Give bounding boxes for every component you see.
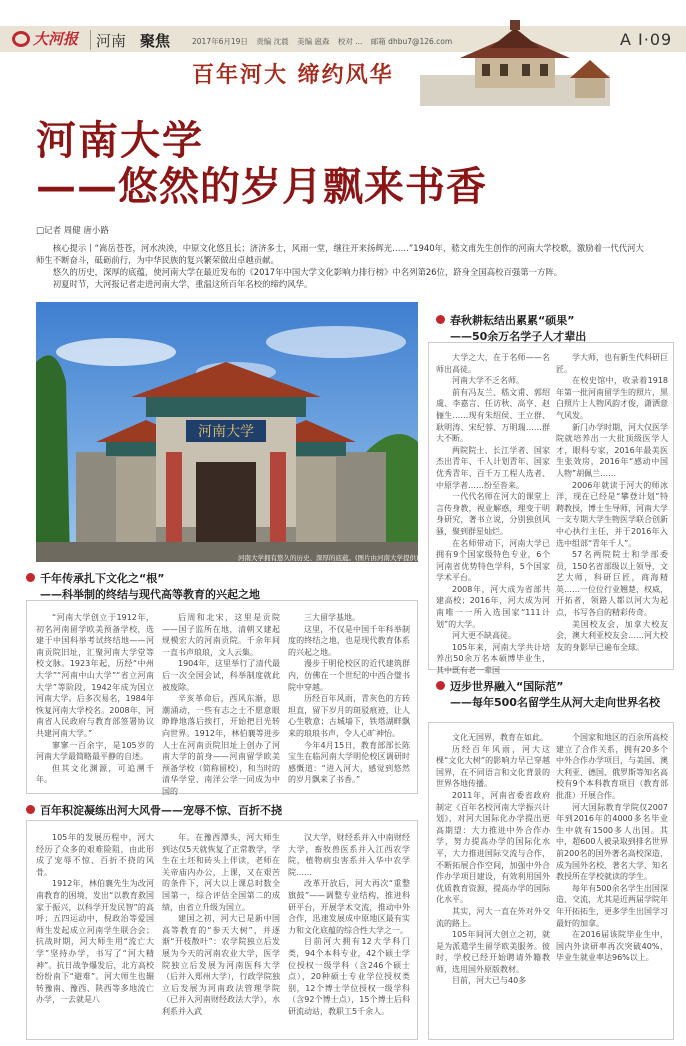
newspaper-logo <box>12 28 78 49</box>
section-label: 聚焦 <box>140 32 171 50</box>
section-4-column-1 <box>436 732 550 987</box>
paragraph: 在校史馆中，收录着1918年第一批河南留学生的照片，黑白照片上人物风韵才俊，潇洒意气风发。 <box>556 376 668 420</box>
section-4-column-2 <box>556 732 668 964</box>
section-1-subtitle: ——科举制的终结与现代高等教育的兴起之地 <box>40 588 260 601</box>
paragraph: 寥寥一百余字，是105岁的河南大学最简略最平静的自述。 <box>36 740 154 762</box>
section-4-title: 迈步世界融入“国际范” <box>450 680 564 693</box>
section-3-title: 春秋耕耘结出累累“硕果” <box>450 314 575 327</box>
date: 2017年6月19日 <box>192 37 248 46</box>
paragraph: 2008年，河大成为省部共建高校；2016年，河大成为河南唯一一所入选国家“111计划”的大学。 <box>436 584 550 629</box>
paragraph: 1904年，这里举行了清代最后一次全国会试，科举制度就此被废除。 <box>162 659 280 692</box>
section-3-heading <box>436 312 586 344</box>
bullet-dot-icon <box>436 681 445 690</box>
headline <box>36 118 487 210</box>
paragraph: 两院院士、长江学者、国家杰出青年、千人计划青年、国家优秀青年、百千万工程人选者、中原学者……纷至沓来。 <box>436 445 550 490</box>
bullet-dot-icon <box>26 573 35 582</box>
paragraph: 57名两院院士和学部委员，150名省部级以上领导，文艺大师，科研巨匠，商海精英……一位位行业翘楚，权威，开拓者，领路人都以河大为起点，书写各自的精彩传奇。 <box>556 550 668 618</box>
paragraph: 2006年就读于河大的师冰洋，现在已经是“攀登计划”特聘教授，博士生导师，河南大学一支专期大学生物医学联合创新中心执行主任，并于2016年入选中组部“青年千人”。 <box>556 480 668 548</box>
paragraph: 建国之初，河大已是新中国高等教育的“参天大树”，并逐渐“开枝散叶”：农学院独立后发展为今天的河南农业大学，医学院独立后发展为河南医科大学（后并入郑州大学），行政学院独立后发展为河南政法管理学院（已并入河南财经政法大学），水利系并入武 <box>162 914 280 1016</box>
section-4-heading <box>436 678 674 710</box>
designer: 美编 扈森 <box>297 37 330 46</box>
paragraph: 新门办学时期，河大仅医学院就培养出一大批顶级医学人才，眼科专家，2016年最美医生张效房，2016年“感动中国人物”胡佩兰…… <box>556 422 668 478</box>
section-4-subtitle: ——每年500名留学生从河大走向世界名校 <box>450 696 660 709</box>
section-name: 河南 <box>96 32 127 50</box>
paragraph: 汉大学，财经系并入中南财经大学，畜牧兽医系并入江西农学院，植物病虫害系并入华中农学院…… <box>288 833 410 877</box>
section-1-column-1 <box>36 612 154 786</box>
paragraph: 河大国际教育学院仅2007年到2016年的4000多名毕业生中就有1500多人出国。其中，超600人被录取到排名世界前200名的国外著名高校深造，成为国外名校、著名大学、知名教授所在学校就读的学生。 <box>556 802 668 882</box>
paragraph: 改革开放后，河大再次“重整旗鼓”——调整专业结构，推进科研平台，开展学术交流，推动中外合作，迅速发展成中原地区最有实力和文化底蕴的综合性大学之一。 <box>288 879 410 935</box>
proofreader: 校对 ... <box>337 37 363 46</box>
paragraph: “河南大学创立于1912年，初名河南留学欧美预备学校，选建于中国科举考试终结地——河南贡院旧址，汇聚河南大学堂等校文脉。1923年起，历经“中州大学”“河南中山大学”“省立河南大学”等阶段，1942年成为国立河南大学。后多次易名，1984年恢复河南大学校名。2008年，河南省人民政府与教育部签署协议共建河南大学。” <box>36 613 154 738</box>
section-2-title: 百年积淀凝练出河大风骨——宠辱不惊、百折不挠 <box>40 804 282 817</box>
paragraph: 文化无国界，教育在如此。 <box>452 733 548 742</box>
gate-plaque-text: 河南大学 <box>198 424 254 440</box>
paragraph: 一代代名师在河大的课堂上言传身教，视业解惑，理变于明身研究，著书立说，分别独创风骚，聚到群星灿烂。 <box>436 492 550 536</box>
logo-text: 大河报 <box>33 30 79 48</box>
section-2-column-2 <box>162 832 280 1018</box>
paragraph: 三大留学基地。 <box>304 613 360 622</box>
paragraph: 今年4月15日，教育部部长陈宝生在临河南大学明伦校区调研时感慨道：“进入河大，感觉到悠然的岁月飘来了书香。” <box>288 740 410 785</box>
section-2-column-3 <box>288 832 410 1018</box>
intro-paragraph: 核心提示丨“嵩岳苍苍，河水泱泱，中原文化悠且长；济济多士，风雨一堂，继往开来扬辉光……”1940年，嵇文甫先生创作的河南大学校歌，激励着一代代河大师生不断奋斗，砥砺前行，为中华民族的复兴繁荣做出卓越贡献。 <box>36 243 644 265</box>
paragraph: 1912年，林伯襄先生为改河南教育的困境，发出“以教育救国家于振兴，以科学开发民智”的高呼；五四运动中，倪政治等爱国师生发起成立河南学生联合会；抗战时期，河大师生用“流亡大学”坚持办学，书写了“河大精神”。抗日战争爆发后，北方高校纷纷南下“避难”。河大师生也辗转豫南、豫西、陕西等多地流亡办学，一去就是八 <box>36 879 154 1005</box>
paragraph: 前有冯友兰、嵇文甫、郭绍虞、李嘉言、任访秋、高亨、赵俪生……现有朱绍侯、王立群、耿明涛、宋纪蓉、万明瑞……群大不断。 <box>436 387 550 444</box>
paragraph: 在名师带动下，河南大学已拥有9个国家级特色专业，6个河南省优势特色学科，5个国家学术平台。 <box>436 538 550 583</box>
intro <box>36 242 650 290</box>
photo-caption: 河南大学拥有悠久的历史、深厚的底蕴。(图片由河南大学提供) <box>238 554 419 562</box>
divider <box>90 30 91 50</box>
bullet-dot-icon <box>26 805 35 814</box>
building-illustration-icon <box>420 20 610 106</box>
paragraph: 个国家和地区的百余所高校建立了合作关系，拥有20多个中外合作办学项目，与美国、澳大利亚、德国、俄罗斯等知名高校有9个本科教育项目（教育部批准）开展合作。 <box>556 733 668 800</box>
masthead <box>0 0 686 108</box>
section-3-column-2 <box>556 352 668 653</box>
paragraph: 漫步于明伦校区的近代建筑群内，仿佛在一个世纪的中西合璧书院中穿越。 <box>288 659 410 692</box>
section-1-column-2 <box>162 612 280 798</box>
paragraph: 河南大学不乏名师。 <box>452 376 524 386</box>
paragraph: 目前，河大已与40多 <box>452 976 527 986</box>
paragraph: 历经百年风雨，河大这棵“文化大树”的影响力早已穿越国界，在不同语言和文化背景的世界各地传播。 <box>436 744 550 789</box>
bullet-dot-icon <box>436 315 445 324</box>
paragraph: 历经百年风雨，青灰色的方砖坦直，留下岁月的斑驳痕迹，让人心生敬意；古城墙下，铁塔湖畔飘来的琅琅书声，令人心旷神怡。 <box>288 694 410 738</box>
intro-paragraph: 初夏时节，大河报记者走进河南大学，重温这所百年名校的缔约风华。 <box>52 279 313 289</box>
paragraph: 后周和北宋，这里是贡院——国子监所在地，清朝又建起规模宏大的河南贡院。千余年间一直书声琅琅，文人云集。 <box>162 613 280 657</box>
paragraph: 105年间河大创立之初，就是为派遣学生留学欧美服务。彼时，学校已经开始聘请外籍教师，选用国外原版教材。 <box>436 930 550 974</box>
paragraph: 105年来，河南大学共计培养出50余万名本硕博毕业生，其中既有老一辈国 <box>436 642 550 676</box>
paragraph: 大学之大，在于名师——名师出高徒。 <box>436 353 550 374</box>
editor: 责编 沈晨 <box>256 37 289 46</box>
logo-swirl-icon <box>12 31 30 47</box>
section-3-column-1 <box>436 352 550 677</box>
email: 邮箱 dhbu7@126.com <box>370 37 453 46</box>
paragraph: 年。在豫西潭头，河大师生到达仅5天就恢复了正常教学，学生在土坯和砖头上伴读，老师在关帝庙内办公，上课，又在艰苦的条件下，河大以上课总时数全国第一，综合评估全国第二的成绩，由省立升级为国立。 <box>162 833 280 912</box>
series-slogan: 百年河大 缔约风华 <box>192 62 394 88</box>
paragraph: 在2016届该院毕业生中，国内外读研率再次突破40%，毕业生就业率达96%以上。 <box>556 930 668 963</box>
section-1-heading <box>26 570 260 602</box>
intro-paragraph: 悠久的历史，深厚的底蕴，使河南大学在最近发布的《2017年中国大学文化影响力排行榜》中名列第26位，跻身全国高校百强第一方阵。 <box>52 267 563 277</box>
paragraph: 其实，河大一直在外对外交流的路上。 <box>436 906 550 928</box>
section-2-column-1 <box>36 832 154 1006</box>
edition-info <box>192 36 458 47</box>
headline-line-1: 河南大学 <box>36 117 204 164</box>
headline-line-2: ——悠然的岁月飘来书香 <box>36 163 487 210</box>
paragraph: 辛亥革命后，西风东渐，思潮涌动，一些有志之士不愿意眼睁睁地落后挨打，开始把目光转向世界。1912年，林伯襄等进步人士在河南贡院旧址上创办了河南大学的前身——河南留学欧美预备学校（简称留校），和当时的清华学堂、南洋公学一同成为中国的 <box>162 694 280 796</box>
section-3-subtitle: ——50余万名学子人才辈出 <box>450 330 587 343</box>
university-gate-photo <box>36 302 418 562</box>
paragraph: 学大师，也有新生代科研巨匠。 <box>556 353 668 374</box>
paragraph: 这里，不仅是中国千年科举制度的终结之地，也是现代教育体系的兴起之地。 <box>288 624 410 657</box>
paragraph: 河大更不缺高徒。 <box>452 631 516 641</box>
paragraph: 105年的发展历程中，河大经历了众多的艰难险阻，由此形成了宠辱不惊、百折不挠的风骨。 <box>36 833 154 877</box>
section-1-column-3 <box>288 612 410 786</box>
section-2-heading <box>26 802 282 818</box>
page-number: A I·09 <box>620 30 673 49</box>
paragraph: 但其文化渊源，可追溯千年。 <box>36 763 154 785</box>
paragraph: 目前河大拥有12大学科门类，94个本科专业，42个硕士学位授权一级学科（含246个硕士点），20种硕士专业学位授权类别，12个博士学位授权一级学科（含92个博士点），15个博士后科研流动站，教职工5千余人。 <box>288 937 410 1016</box>
paragraph: 每年有500余名学生出国深造、交流，尤其是近两届学院年年开拓拓生，更多学生出国学习最好的加拿。 <box>556 883 668 928</box>
paragraph: 2011年，河南省委省政府制定《百年名校河南大学振兴计划》，对河大国际化办学提出更高期望：大力推进中外合作办学，努力提高办学的国际化水平，大力推进国际交流与合作，不断拓展合作空间，加强中外合作办学项目建设，有效利用国外优质教育资源，提高办学的国际化水平。 <box>436 790 550 905</box>
byline: □记者 周健 唐小路 <box>36 226 109 236</box>
paragraph: 美国校友会，加拿大校友会，澳大利亚校友会……河大校友的身影早已遍布全球。 <box>556 619 668 652</box>
section-1-title: 千年传承扎下文化之“根” <box>40 572 165 585</box>
